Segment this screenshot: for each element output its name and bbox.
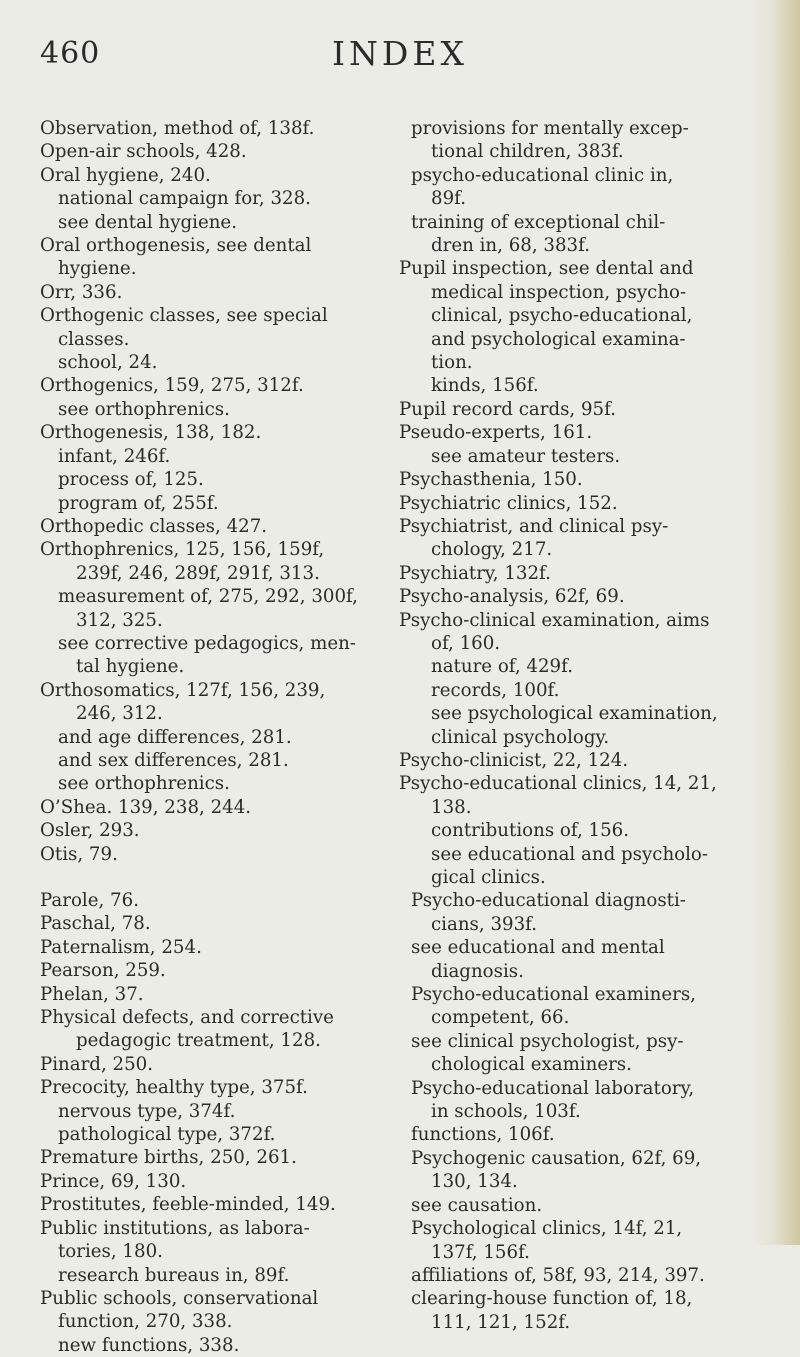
index-entry: Pupil inspection, see dental and xyxy=(399,258,694,280)
index-entry: Psycho-educational diagnosti- xyxy=(411,890,686,912)
index-entry: Psycho-educational clinics, 14, 21, xyxy=(399,773,717,795)
index-entry: Psycho-clinical examination, aims xyxy=(399,609,710,631)
index-subentry: nature of, 429f. xyxy=(431,656,573,678)
index-entry: Precocity, healthy type, 375f. xyxy=(40,1077,308,1099)
index-subentry: medical inspection, psycho- xyxy=(431,281,687,303)
index-entry: Otis, 79. xyxy=(40,843,118,865)
index-entry: see educational and mental xyxy=(411,937,665,959)
index-entry: clearing-house function of, 18, xyxy=(411,1288,693,1310)
index-subentry: 312, 325. xyxy=(76,609,163,631)
index-entry: Orthopedic classes, 427. xyxy=(40,515,268,537)
index-subentry: school, 24. xyxy=(58,352,158,374)
index-subentry: tories, 180. xyxy=(58,1241,163,1263)
index-subentry: see corrective pedagogics, men- xyxy=(58,632,356,654)
index-subentry: pedagogic treatment, 128. xyxy=(76,1030,321,1052)
index-entry: see causation. xyxy=(411,1194,543,1216)
index-entry: psycho-educational clinic in, xyxy=(411,164,674,186)
index-subentry: new functions, 338. xyxy=(58,1334,240,1356)
index-entry: Osler, 293. xyxy=(40,820,140,842)
index-right-column xyxy=(399,117,732,1334)
index-subentry: program of, 255f. xyxy=(58,492,219,514)
index-subentry: and psychological examina- xyxy=(431,328,686,350)
index-subentry: 138. xyxy=(431,796,472,818)
index-entry: Psycho-analysis, 62f, 69. xyxy=(399,586,625,608)
index-subentry: chological examiners. xyxy=(431,1054,632,1076)
index-subentry: of, 160. xyxy=(431,632,501,654)
index-subentry: contributions of, 156. xyxy=(431,820,630,842)
index-entry: O’Shea. 139, 238, 244. xyxy=(40,796,252,818)
index-entry: Orthogenic classes, see special xyxy=(40,305,328,327)
index-subentry: competent, 66. xyxy=(431,1007,570,1029)
index-subentry: 239f, 246, 289f, 291f, 313. xyxy=(76,562,320,584)
index-section-gap xyxy=(40,866,370,889)
index-subentry: hygiene. xyxy=(58,258,137,280)
index-entry: Psychiatric clinics, 152. xyxy=(399,492,618,514)
index-subentry: 111, 121, 152f. xyxy=(431,1311,571,1333)
index-entry: Psycho-clinicist, 22, 124. xyxy=(399,749,629,771)
index-entry: Orr, 336. xyxy=(40,281,123,303)
index-subentry: infant, 246f. xyxy=(58,445,171,467)
index-subentry: clinical psychology. xyxy=(431,726,610,748)
index-entry: affiliations of, 58f, 93, 214, 397. xyxy=(411,1264,705,1286)
index-subentry: see orthophrenics. xyxy=(58,773,230,795)
index-subentry: measurement of, 275, 292, 300f, xyxy=(58,586,358,608)
index-subentry: see orthophrenics. xyxy=(58,398,230,420)
index-subentry: diagnosis. xyxy=(431,960,524,982)
index-entry: see clinical psychologist, psy- xyxy=(411,1030,684,1052)
index-subentry: 246, 312. xyxy=(76,703,163,725)
index-entry: Physical defects, and corrective xyxy=(40,1007,334,1029)
index-subentry: nervous type, 374f. xyxy=(58,1100,236,1122)
index-left-column xyxy=(40,117,370,1357)
index-entry: Premature births, 250, 261. xyxy=(40,1147,297,1169)
index-subentry: tion. xyxy=(431,352,473,374)
index-subentry: records, 100f. xyxy=(431,679,560,701)
index-entry: Pinard, 250. xyxy=(40,1053,154,1075)
index-entry: Psycho-educational examiners, xyxy=(411,984,696,1006)
index-subentry: see dental hygiene. xyxy=(58,211,237,233)
index-entry: Orthosomatics, 127f, 156, 239, xyxy=(40,679,326,701)
index-entry: Pearson, 259. xyxy=(40,960,166,982)
index-subentry: kinds, 156f. xyxy=(431,375,539,397)
index-entry: Orthogenesis, 138, 182. xyxy=(40,422,262,444)
index-entry: Observation, method of, 138f. xyxy=(40,118,315,139)
index-subentry: see psychological examination, xyxy=(431,703,718,725)
index-entry: Psychological clinics, 14f, 21, xyxy=(411,1218,683,1240)
index-entry: Psychiatrist, and clinical psy- xyxy=(399,515,669,537)
index-subentry: 89f. xyxy=(431,188,467,210)
index-entry: Pseudo-experts, 161. xyxy=(399,422,593,444)
index-subentry: chology, 217. xyxy=(431,539,553,561)
index-entry: Psycho-educational laboratory, xyxy=(411,1077,695,1099)
index-subentry: and age differences, 281. xyxy=(58,726,292,748)
index-entry: Prince, 69, 130. xyxy=(40,1170,187,1192)
index-entry: Phelan, 37. xyxy=(40,983,144,1005)
index-entry: Psychasthenia, 150. xyxy=(399,469,583,491)
index-entry: Pupil record cards, 95f. xyxy=(399,398,616,420)
index-subentry: 137f, 156f. xyxy=(431,1241,530,1263)
index-entry: Public schools, conservational xyxy=(40,1287,319,1309)
page-number: 460 xyxy=(40,36,101,71)
index-subentry: and sex differences, 281. xyxy=(58,749,289,771)
index-entry: Paschal, 78. xyxy=(40,913,151,935)
index-subentry: see amateur testers. xyxy=(431,445,621,467)
index-entry: functions, 106f. xyxy=(411,1124,555,1146)
index-entry: Prostitutes, feeble-minded, 149. xyxy=(40,1194,336,1216)
index-entry: Oral hygiene, 240. xyxy=(40,164,211,186)
index-subentry: dren in, 68, 383f. xyxy=(431,235,590,257)
index-entry: Paternalism, 254. xyxy=(40,936,202,958)
index-subentry: in schools, 103f. xyxy=(431,1101,581,1123)
index-entry: Psychogenic causation, 62f, 69, xyxy=(411,1147,702,1169)
index-subentry: classes. xyxy=(58,328,130,350)
index-subentry: process of, 125. xyxy=(58,469,204,491)
index-entry: provisions for mentally excep- xyxy=(411,118,689,139)
index-subentry: tal hygiene. xyxy=(76,656,185,678)
index-entry: Public institutions, as labora- xyxy=(40,1217,310,1239)
index-subentry: pathological type, 372f. xyxy=(58,1124,276,1146)
index-entry: Open-air schools, 428. xyxy=(40,141,247,163)
index-entry: training of exceptional chil- xyxy=(411,211,666,233)
index-subentry: 130, 134. xyxy=(431,1171,518,1193)
index-subentry: clinical, psycho-educational, xyxy=(431,305,693,327)
index-subentry: national campaign for, 328. xyxy=(58,188,311,210)
page-edge-shadow xyxy=(752,0,800,1245)
index-subentry: tional children, 383f. xyxy=(431,141,624,163)
index-entry: Orthophrenics, 125, 156, 159f, xyxy=(40,539,325,561)
index-subentry: research bureaus in, 89f. xyxy=(58,1264,290,1286)
index-entry: Oral orthogenesis, see dental xyxy=(40,235,312,257)
index-entry: Psychiatry, 132f. xyxy=(399,562,551,584)
index-subentry: function, 270, 338. xyxy=(58,1311,233,1333)
index-entry: Parole, 76. xyxy=(40,890,139,911)
index-entry: Orthogenics, 159, 275, 312f. xyxy=(40,375,304,397)
index-subentry: cians, 393f. xyxy=(431,913,538,935)
index-subentry: see educational and psycholo- xyxy=(431,843,709,865)
index-subentry: gical clinics. xyxy=(431,867,546,888)
running-head-title: INDEX xyxy=(332,34,468,73)
